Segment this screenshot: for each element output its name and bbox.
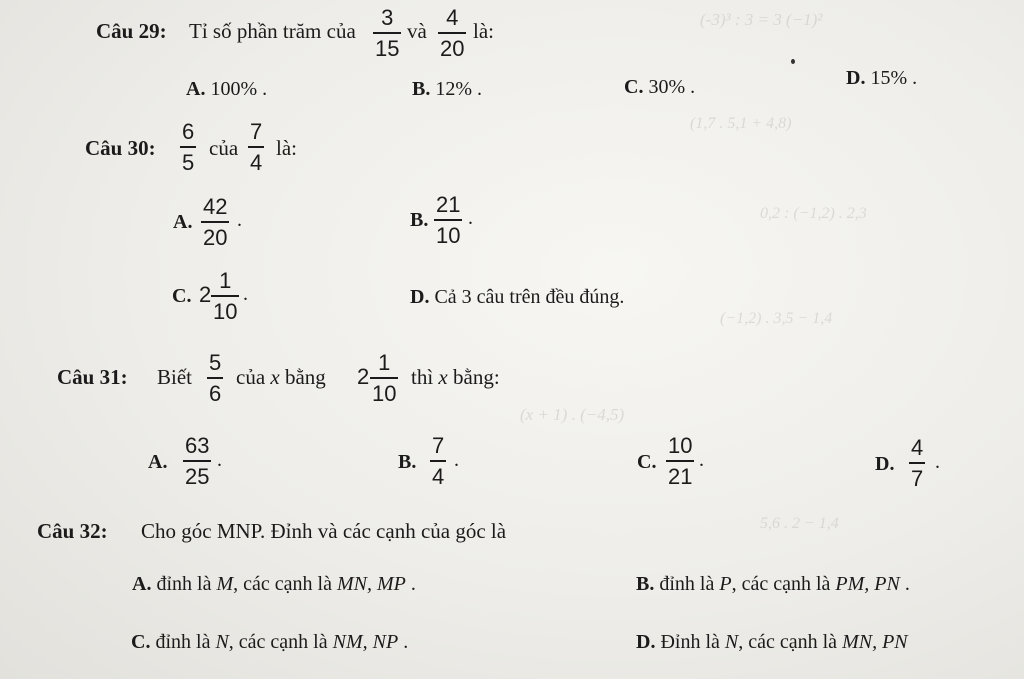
q32-option-b: B. đỉnh là P, các cạnh là PM, PN . — [636, 573, 910, 595]
q30-fraction-1: 6 5 — [182, 119, 195, 175]
bleed-through-text: 0,2 : (−1,2) . 2,3 — [760, 205, 867, 222]
q31-text-3: thì x bằng: — [411, 365, 500, 389]
q30-option-b-dot: . — [468, 207, 473, 229]
q31-option-b-dot: . — [454, 449, 459, 471]
q29-and: và — [407, 19, 427, 43]
q29-fraction-1: 3 15 — [375, 5, 400, 61]
q29-option-b: B. 12% . — [412, 78, 483, 100]
q31-fraction-2: 1 10 — [372, 350, 397, 406]
q29-option-a: A. 100% . — [186, 78, 268, 100]
q31-option-c-letter: C. — [637, 451, 657, 473]
bleed-through-text: (-3)³ : 3 = 3 (−1)² — [700, 10, 823, 29]
ink-dot — [791, 59, 795, 64]
q30-option-c-whole: 2 — [199, 282, 212, 307]
q30-of: của — [209, 136, 239, 160]
bleed-through-text: (−1,2) . 3,5 − 1,4 — [720, 310, 833, 327]
q29-option-d: D. 15% . — [846, 67, 918, 89]
q30-option-b-letter: B. — [410, 209, 429, 231]
bleed-through-text: 5,6 . 2 − 1,4 — [760, 515, 839, 532]
q31-option-c-fraction: 10 21 — [668, 433, 693, 489]
q31-option-a-dot: . — [217, 449, 222, 471]
q30-option-a-fraction: 42 20 — [203, 194, 228, 250]
q32-option-c: C. đỉnh là N, các cạnh là NM, NP . — [131, 631, 409, 653]
q32-label: Câu 32: — [37, 519, 108, 543]
q32-text: Cho góc MNP. Đỉnh và các cạnh của góc là — [141, 519, 507, 543]
q30-option-c-fraction: 1 10 — [213, 268, 238, 324]
q31-option-b-fraction: 7 4 — [432, 433, 445, 489]
q29-option-c: C. 30% . — [624, 76, 696, 98]
q30-option-d: D. Cả 3 câu trên đều đúng. — [410, 286, 625, 308]
q31-whole: 2 — [357, 364, 370, 389]
q30-option-c-dot: . — [243, 283, 248, 305]
q32-option-d: D. Đỉnh là N, các cạnh là MN, PN — [636, 631, 908, 653]
bleed-through-text: (x + 1) . (−4,5) — [520, 405, 625, 424]
bleed-through-text: (1,7 . 5,1 + 4,8) — [690, 115, 792, 132]
q29-end: là: — [473, 19, 494, 43]
q30-option-a-dot: . — [237, 209, 242, 231]
q31-label: Câu 31: — [57, 365, 128, 389]
q29-text: Tỉ số phần trăm của — [189, 19, 356, 43]
q31-option-a-letter: A. — [148, 451, 168, 473]
q31-option-d-dot: . — [935, 451, 940, 473]
q29-label: Câu 29: — [96, 19, 167, 43]
q31-option-d-fraction: 4 7 — [911, 435, 924, 491]
q31-option-a-fraction: 63 25 — [185, 433, 210, 489]
q31-option-d-letter: D. — [875, 453, 895, 475]
q31-option-b-letter: B. — [398, 451, 417, 473]
q32-option-a: A. đỉnh là M, các cạnh là MN, MP . — [132, 573, 416, 595]
q31-option-c-dot: . — [699, 449, 704, 471]
q30-fraction-2: 7 4 — [250, 119, 263, 175]
q30-option-a-letter: A. — [173, 211, 193, 233]
q30-label: Câu 30: — [85, 136, 156, 160]
q31-fraction-1: 5 6 — [209, 350, 222, 406]
q30-end: là: — [276, 136, 297, 160]
q31-text-2: của x bằng — [236, 365, 326, 389]
q29-fraction-2: 4 20 — [440, 5, 465, 61]
q30-option-c-letter: C. — [172, 285, 192, 307]
q31-text-1: Biết — [157, 365, 192, 389]
q30-option-b-fraction: 21 10 — [436, 192, 461, 248]
